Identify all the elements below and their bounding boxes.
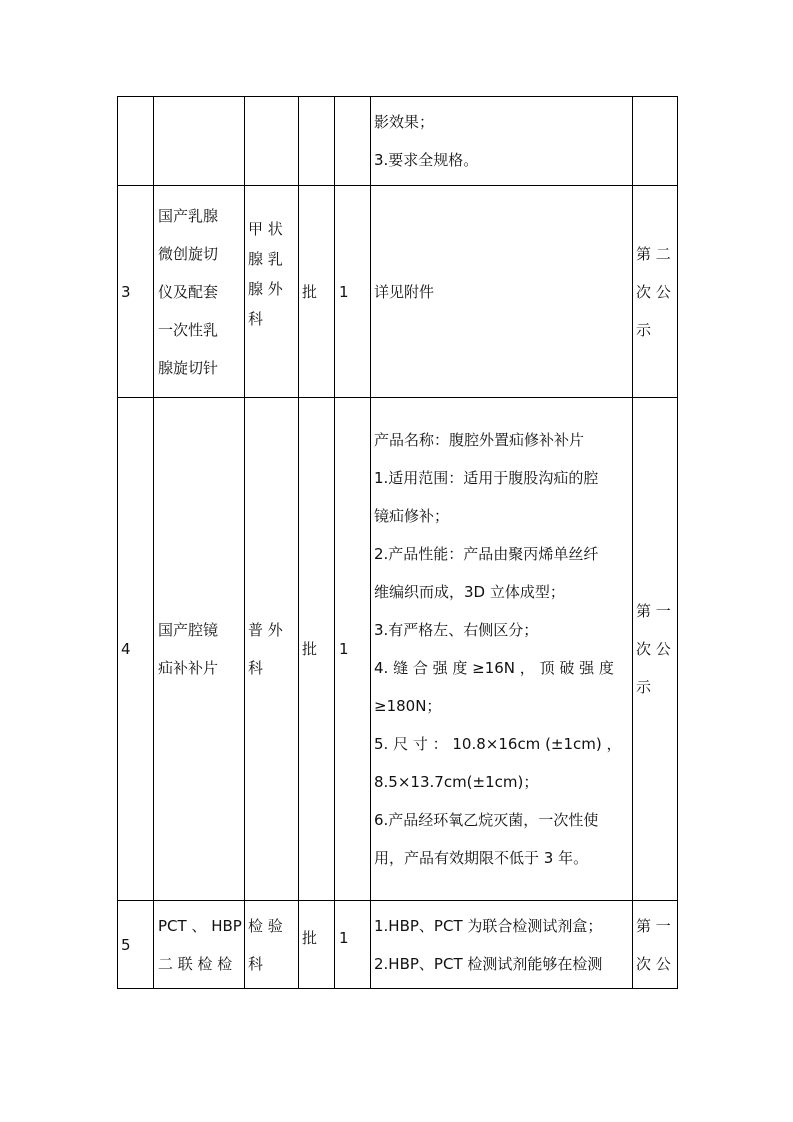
remark-line: 示 — [636, 320, 652, 339]
requirement-line: ≥180N； — [374, 697, 442, 715]
remark-line: 次 公 — [636, 640, 671, 658]
product-name-line: PCT 、 HBP — [158, 916, 242, 935]
remark-line: 次 公 — [636, 282, 671, 301]
unit-cell: 批 — [299, 901, 335, 989]
requirement-line: 3.要求全规格。 — [374, 151, 479, 169]
table-row — [118, 97, 678, 186]
product-name-line: 微创旋切 — [158, 244, 219, 263]
unit-cell — [299, 97, 335, 186]
requirement-line: 8.5×13.7cm(±1cm)； — [374, 773, 539, 791]
table-row — [118, 398, 678, 901]
row-number-cell: 5 — [118, 901, 154, 989]
remark-cell — [633, 901, 678, 989]
requirement-line: 6.产品经环氧乙烷灭菌，一次性使 — [374, 811, 599, 829]
table-row — [118, 901, 678, 989]
department-cell — [245, 398, 299, 901]
requirement-line: 1.适用范围：适用于腹股沟疝的腔 — [374, 469, 599, 487]
product-name-line: 疝补补片 — [158, 659, 219, 677]
row-number-cell — [118, 97, 154, 186]
remark-line: 第 一 — [636, 602, 671, 620]
quantity-cell: 1 — [335, 398, 371, 901]
requirement-line: 5. 尺 寸 ： 10.8×16cm (±1cm) ， — [374, 735, 622, 753]
remark-line: 第 二 — [636, 244, 671, 263]
requirement-line: 详见附件 — [374, 282, 435, 301]
table-row — [118, 186, 678, 398]
remark-cell — [633, 398, 678, 901]
requirement-line: 2.产品性能：产品由聚丙烯单丝纤 — [374, 545, 599, 563]
product-name-cell — [154, 186, 245, 398]
requirements-cell — [371, 97, 633, 186]
requirements-cell — [371, 186, 633, 398]
requirement-line: 镜疝修补； — [374, 507, 450, 525]
product-name-line: 仪及配套 — [158, 282, 219, 301]
requirement-line: 4. 缝 合 强 度 ≥16N ， 顶 破 强 度 — [374, 659, 614, 677]
department-cell — [245, 901, 299, 989]
department-line: 科 — [248, 659, 264, 677]
product-name-line: 一次性乳 — [158, 320, 219, 339]
department-line: 检 验 — [248, 916, 283, 935]
remark-line: 示 — [636, 678, 652, 696]
department-line: 科 — [248, 954, 264, 973]
product-name-cell — [154, 398, 245, 901]
requirement-line: 维编织而成，3D 立体成型； — [374, 583, 565, 601]
requirements-cell — [371, 901, 633, 989]
quantity-cell: 1 — [335, 186, 371, 398]
row-number-cell: 4 — [118, 398, 154, 901]
requirement-line: 1.HBP、PCT 为联合检测试剂盒； — [374, 916, 603, 935]
remark-line: 第 一 — [636, 916, 671, 935]
department-cell — [245, 97, 299, 186]
requirement-line: 影效果； — [374, 113, 435, 131]
department-line: 普 外 — [248, 621, 283, 639]
remark-cell — [633, 186, 678, 398]
department-line: 腺 外 — [248, 280, 283, 298]
requirement-line: 2.HBP、PCT 检测试剂能够在检测 — [374, 954, 603, 973]
department-line: 甲 状 — [248, 220, 283, 238]
remark-line: 次 公 — [636, 954, 671, 973]
product-name-line: 腺旋切针 — [158, 358, 219, 377]
product-name-line: 国产乳腺 — [158, 206, 219, 225]
product-name-cell — [154, 97, 245, 186]
quantity-cell — [335, 97, 371, 186]
product-name-line: 国产腔镜 — [158, 621, 219, 639]
product-name-cell — [154, 901, 245, 989]
requirement-line: 产品名称：腹腔外置疝修补补片 — [374, 431, 585, 449]
procurement-table — [117, 96, 678, 989]
remark-cell — [633, 97, 678, 186]
department-line: 科 — [248, 310, 264, 328]
requirement-line: 用，产品有效期限不低于 3 年。 — [374, 849, 589, 867]
product-name-line: 二 联 检 检 — [158, 954, 233, 973]
department-cell — [245, 186, 299, 398]
department-line: 腺 乳 — [248, 250, 283, 268]
unit-cell: 批 — [299, 186, 335, 398]
unit-cell: 批 — [299, 398, 335, 901]
row-number-cell: 3 — [118, 186, 154, 398]
requirement-line: 3.有严格左、右侧区分； — [374, 621, 539, 639]
quantity-cell: 1 — [335, 901, 371, 989]
requirements-cell — [371, 398, 633, 901]
